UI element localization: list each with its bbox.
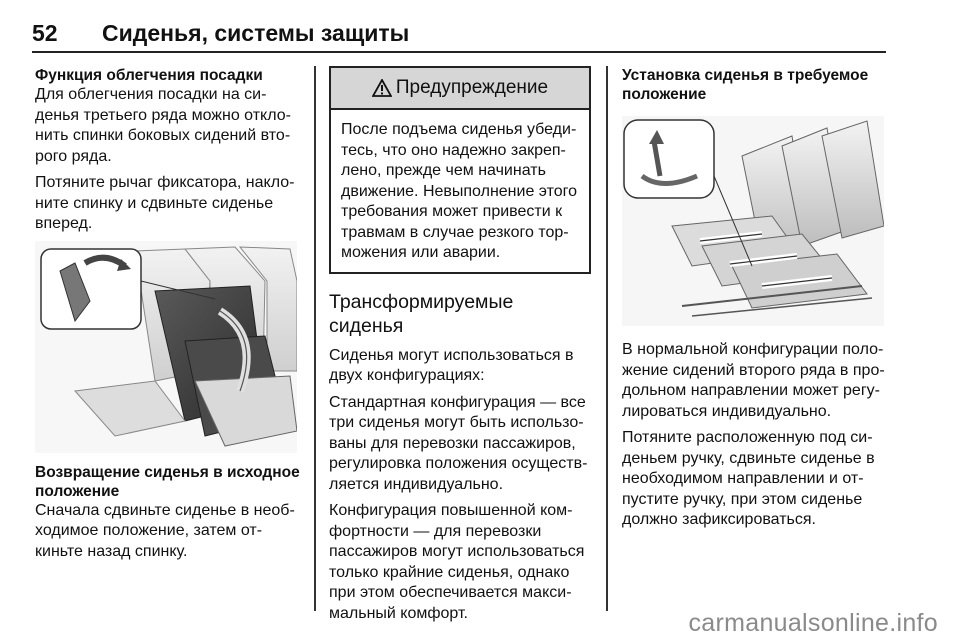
warning-title: Предупреждение — [395, 77, 549, 98]
column-1 — [35, 66, 300, 568]
column-divider-2 — [606, 66, 608, 611]
easy-entry-heading: Функция облегчения посадки — [35, 67, 263, 84]
seat-position-heading: Установка сиденья в требуемое положение — [622, 67, 869, 103]
return-seat-text: Сначала сдвиньте сиденье в необходимое положение, затем откиньте назад спинку. — [35, 501, 295, 560]
flex-seats-heading: Трансформируемые сиденья — [329, 290, 514, 337]
header-divider — [32, 51, 886, 53]
warning-text: После подъема сиденья убедитесь, что оно надежно закреплено, прежде чем начинать движение. Невыполнение этого требования может привести к травмам в случае резкого торможения или аварии. — [341, 121, 578, 261]
easy-entry-text-2: Потяните рычаг фиксатора, наклоните спинку и сдвиньте сиденье вперед. — [35, 174, 295, 232]
column-divider-1 — [314, 66, 316, 611]
page-header — [32, 20, 886, 50]
watermark: carmanualsonline.info — [688, 609, 938, 637]
seat-slide-illustration — [622, 116, 884, 326]
warning-header — [331, 68, 589, 110]
seat-fold-drawing — [35, 241, 297, 453]
column-2 — [329, 66, 591, 630]
section-title: Сиденья, системы защиты — [102, 20, 410, 46]
warning-triangle-icon — [372, 79, 392, 97]
flex-seats-text-2: Стандартная конфигурация — все три сиденья могут быть использованы для перевозки пассажиров, регулировка положения осуществляется индивидуально. — [329, 393, 588, 493]
flex-seats-text-3: Конфигурация повышенной комфортности — для перевозки пассажиров могут использоваться только крайние сиденья, однако при этом обеспечивается максимальный комфорт. — [329, 502, 585, 622]
return-seat-heading: Возвращение сиденья в исходное положение — [35, 463, 300, 500]
seat-position-text-2: Потяните расположенную под сиденьем ручку, сдвиньте сиденье в необходимом направлении и отпустите ручку, при этом сиденье должно зафиксироваться. — [622, 429, 875, 528]
seat-position-text-1: В нормальной конфигурации положение сидений второго ряда в продольном направлении может регулироваться индивидуально. — [622, 341, 885, 420]
easy-entry-text-1: Для облегчения посадки на сиденья третьего ряда можно отклонить спинки боковых сидений второго ряда. — [35, 86, 291, 165]
seat-fold-illustration — [35, 241, 297, 453]
warning-box — [329, 66, 591, 274]
flex-seats-text-1: Сиденья могут использоваться в двух конфигурациях: — [329, 346, 574, 384]
column-3 — [622, 66, 890, 537]
page-number: 52 — [32, 20, 58, 46]
seat-slide-drawing — [622, 116, 884, 326]
